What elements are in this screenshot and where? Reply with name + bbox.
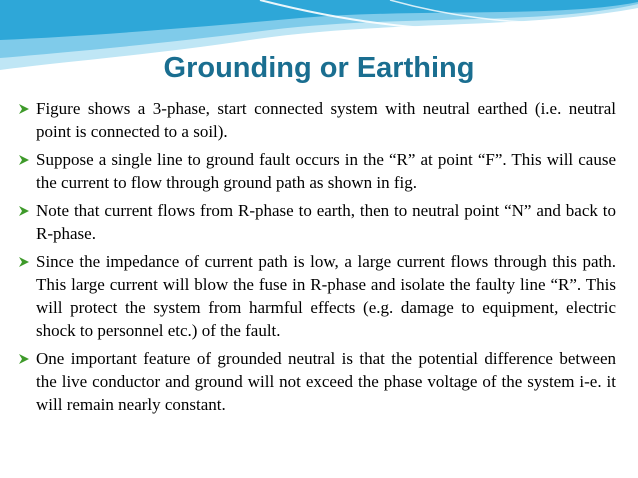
bullet-text: Note that current flows from R-phase to earth, then to neutral point “N” and back to R-phase. bbox=[36, 201, 616, 243]
arrow-bullet-icon bbox=[18, 347, 34, 370]
slide-title: Grounding or Earthing bbox=[163, 52, 475, 84]
bullet-text: Since the impedance of current path is low, a large current flows through this path. This large current will blow the fuse in R-phase and isolate the faulty line “R”. This will protect the system from harmful effects (e.g. damage to equipment, electric shock to personnel etc.) of the fault. bbox=[36, 252, 616, 340]
bullet-text: Figure shows a 3-phase, start connected system with neutral earthed (i.e. neutral point is connected to a soil). bbox=[36, 99, 616, 141]
bullet-item bbox=[18, 199, 616, 245]
bullet-item bbox=[18, 250, 616, 342]
arrow-bullet-icon bbox=[18, 250, 34, 273]
bullet-item bbox=[18, 97, 616, 143]
bullet-text: One important feature of grounded neutral is that the potential difference between the live conductor and ground will not exceed the phase voltage of the system i-e. it will remain nearly constant. bbox=[36, 349, 616, 414]
bullet-list bbox=[18, 97, 616, 421]
bullet-item bbox=[18, 148, 616, 194]
arrow-bullet-icon bbox=[18, 199, 34, 222]
arrow-bullet-icon bbox=[18, 148, 34, 171]
arrow-bullet-icon bbox=[18, 97, 34, 120]
bullet-item bbox=[18, 347, 616, 416]
bullet-text: Suppose a single line to ground fault occurs in the “R” at point “F”. This will cause the current to flow through ground path as shown in fig. bbox=[36, 150, 616, 192]
